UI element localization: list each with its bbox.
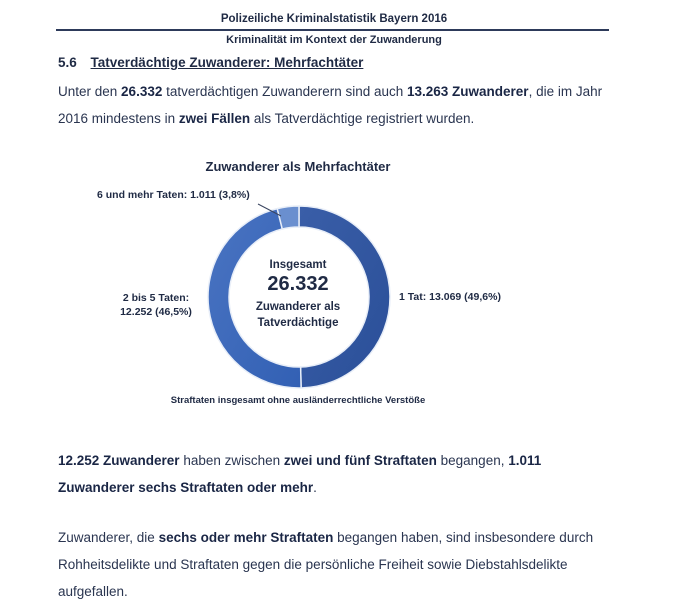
text: haben zwischen xyxy=(179,453,284,468)
bold-text: zwei und fünf Straftaten xyxy=(283,453,437,468)
section-number: 5.6 xyxy=(58,55,77,70)
donut-segments xyxy=(208,206,390,388)
summary-paragraph xyxy=(58,447,618,501)
bold-text: zwei Fällen xyxy=(178,111,251,126)
label-line: 12.252 (46,5%) xyxy=(120,306,192,318)
bold-text: sechs oder mehr Straftaten xyxy=(158,530,334,545)
text: tatverdächtigen Zuwanderern sind auch xyxy=(162,84,407,99)
chart-title: Zuwanderer als Mehrfachtäter xyxy=(205,159,391,174)
text: Unter den xyxy=(58,84,122,99)
text: begangen haben, sind insbesondere durch Rohheitsdelikte und Straftaten gegen die persönliche Freiheit sowie Diebstahlsdelikte aufgefallen. xyxy=(58,530,594,599)
bold-text: 26.332 xyxy=(121,84,163,99)
label-one-tat: 1 Tat: 13.069 (49,6%) xyxy=(399,291,501,303)
caption-line: Tatverdächtige xyxy=(257,317,339,329)
chart-footnote: Straftaten insgesamt ohne ausländerrechtliche Verstöße xyxy=(170,395,426,406)
text: , die im Jahr 2016 mindestens in xyxy=(58,84,603,126)
detail-paragraph xyxy=(58,524,618,605)
text: . xyxy=(313,480,317,495)
page-header-subtitle: Kriminalität im Kontext der Zuwanderung xyxy=(226,34,442,46)
center-total: 26.332 xyxy=(267,273,329,295)
center-label: Insgesamt xyxy=(269,259,327,271)
donut-segment-1 xyxy=(299,206,390,388)
label-two-to-five xyxy=(100,291,212,319)
bold-text: 12.252 Zuwanderer xyxy=(58,453,180,468)
bold-text: 13.263 Zuwanderer xyxy=(407,84,529,99)
section-title: Tatverdächtige Zuwanderer: Mehrfachtäter xyxy=(90,55,364,70)
text: als Tatverdächtige registriert wurden. xyxy=(250,111,475,126)
text: Zuwanderer, die xyxy=(58,530,159,545)
center-caption xyxy=(238,299,358,331)
label-line: 2 bis 5 Taten: xyxy=(122,292,190,304)
caption-line: Zuwanderer als xyxy=(255,301,341,313)
bold-text: 1.011 Zuwanderer sechs Straftaten oder mehr xyxy=(58,453,542,495)
text: begangen, xyxy=(436,453,509,468)
label-six-plus: 6 und mehr Taten: 1.011 (3,8%) xyxy=(97,189,250,201)
page-header-title: Polizeiliche Kriminalstatistik Bayern 2016 xyxy=(220,13,448,25)
